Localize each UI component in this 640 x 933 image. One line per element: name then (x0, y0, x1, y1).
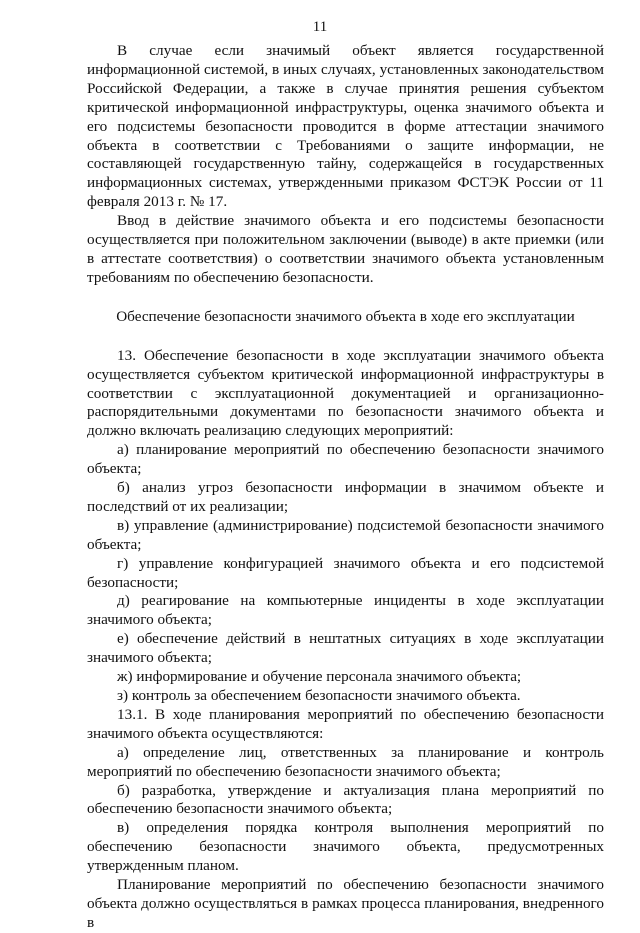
list-item-v: в) управление (администрирование) подсистемой безопасности значимого объекта; (87, 516, 604, 553)
list-item-z: з) контроль за обеспечением безопасности значимого объекта. (117, 687, 521, 704)
list-item-zh: ж) информирование и обучение персонала значимого объекта; (117, 668, 522, 686)
paragraph-planning: Планирование мероприятий по обеспечению безопасности значимого объекта должно осуществляться в рамках процесса планирования, внедренного в (87, 876, 604, 931)
sublist-item-v: в) определения порядка контроля выполнения мероприятий по обеспечению безопасности значимого объекта, предусмотренных утвержденным планом. (87, 819, 604, 875)
paragraph-attestation: В случае если значимый объект является государственной информационной системой, в иных случаях, установленных законодательством Российской Федерации, а также в случае принятия решения субъектом критической информационной инфраструктуры, оценка значимого объекта и его подсистемы безопасности проводится в форме аттестации значимого объекта в соответствии с Требованиями о защите информации, не составляющей государственную тайну, содержащейся в государственных информационных системах, утвержденными приказом ФСТЭК России от 11 февраля 2013 г. № 17. (87, 42, 604, 211)
sublist-item-b: б) разработка, утверждение и актуализация плана мероприятий по обеспечению безопасности значимого объекта; (87, 781, 604, 818)
section-heading: Обеспечение безопасности значимого объекта в ходе его эксплуатации (116, 307, 575, 325)
paragraph-13: 13. Обеспечение безопасности в ходе эксплуатации значимого объекта осуществляется субъектом критической информационной инфраструктуры в соответствии с эксплуатационной документацией и организационно-распорядительными документами по безопасности значимого объекта и должно включать реализацию следующих мероприятий: (87, 346, 604, 440)
list-item-d: д) реагирование на компьютерные инциденты в ходе эксплуатации значимого объекта; (87, 592, 604, 629)
list-item-e: е) обеспечение действий в нештатных ситуациях в ходе эксплуатации значимого объекта; (87, 630, 604, 667)
paragraph-13-1: 13.1. В ходе планирования мероприятий по обеспечению безопасности значимого объекта осуществляются: (87, 705, 604, 742)
sublist-item-a: а) определение лиц, ответственных за планирование и контроль мероприятий по обеспечению безопасности значимого объекта; (87, 743, 604, 780)
paragraph-commissioning: Ввод в действие значимого объекта и его подсистемы безопасности осуществляется при положительном заключении (выводе) в акте приемки (или в аттестате соответствия) о соответствии значимого объекта установленным требованиям по обеспечению безопасности. (87, 212, 604, 286)
list-item-g: г) управление конфигурацией значимого объекта и его подсистемой безопасности; (87, 554, 604, 591)
list-item-b: б) анализ угроз безопасности информации в значимом объекте и последствий от их реализации; (87, 479, 604, 515)
page-number: 11 (312, 19, 328, 35)
document-body (87, 42, 604, 933)
list-item-a: а) планирование мероприятий по обеспечению безопасности значимого объекта; (87, 441, 604, 478)
